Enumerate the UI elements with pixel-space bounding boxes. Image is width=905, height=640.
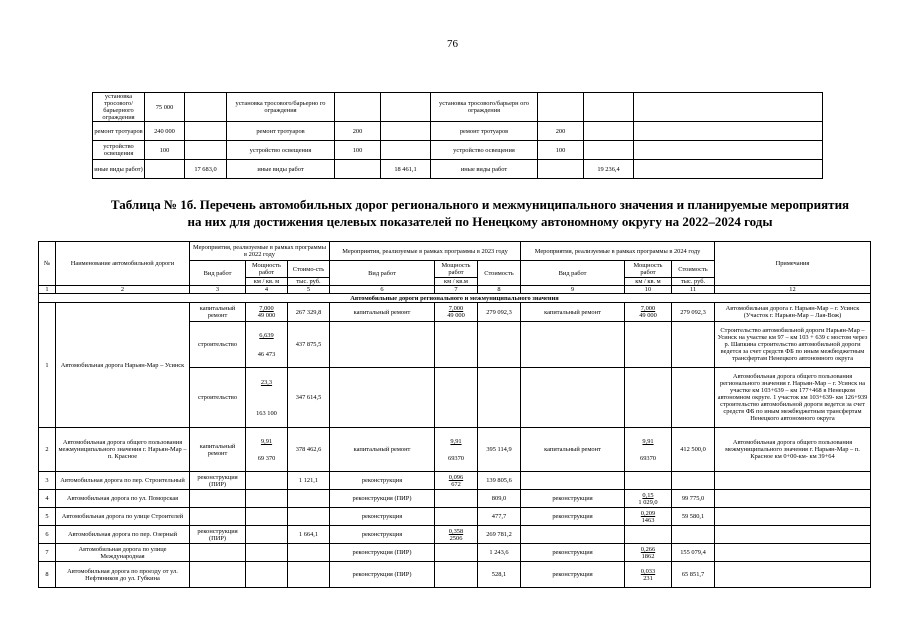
header-power-2024: Мощность работ (625, 261, 672, 278)
road-cost-2022 (288, 508, 330, 526)
road-work-2023: реконструкция (330, 526, 435, 544)
road-power-2022 (246, 526, 288, 544)
top-cell (185, 141, 227, 160)
top-cell: 19 236,4 (584, 160, 634, 179)
road-power-2022 (246, 472, 288, 490)
unit-rub-2024: тыс. руб. (672, 278, 715, 286)
road-cost-2024: 65 851,7 (672, 562, 715, 588)
top-cell (584, 122, 634, 141)
column-number: 10 (625, 286, 672, 294)
road-row (39, 508, 871, 526)
road-work-2022: реконструкция (ПИР) (190, 526, 246, 544)
road-cost-2023: 139 805,6 (478, 472, 521, 490)
road-cost-2024: 59 580,1 (672, 508, 715, 526)
header-road: Наименование автомобильной дороги (56, 242, 190, 286)
top-cell-empty (634, 160, 823, 179)
road-work-2023: реконструкция (ПИР) (330, 490, 435, 508)
section-header: Автомобильные дороги регионального и межмуниципального значения (39, 294, 871, 303)
road-power-2024: 0,266 1862 (625, 544, 672, 562)
road-num: 6 (39, 526, 56, 544)
road-num: 4 (39, 490, 56, 508)
road-cost-2022 (288, 490, 330, 508)
title-line-2: на них для достижения целевых показателей по Ненецкому автономному округу на 2022–2024 годы (187, 214, 773, 229)
road-cost-2022: 1 664,1 (288, 526, 330, 544)
road2-cost-2022: 378 462,6 (288, 428, 330, 472)
header-2024: Мероприятия, реализуемые в рамках программы в 2024 году (521, 242, 715, 261)
top-cell: устройство освещения (227, 141, 335, 160)
road1-cost-2022-c: 347 614,5 (288, 368, 330, 428)
header-2023: Мероприятия, реализуемые в рамках программы в 2023 году (330, 242, 521, 261)
header-work-2023: Вид работ (330, 261, 435, 286)
column-number: 9 (521, 286, 625, 294)
column-number: 6 (330, 286, 435, 294)
road-power-2022 (246, 544, 288, 562)
road-work-2024 (521, 526, 625, 544)
road-power-2024 (625, 472, 672, 490)
road2-power-2023: 9,91 69370 (435, 428, 478, 472)
road1-work-2022: капитальный ремонт (190, 303, 246, 322)
top-cell (185, 122, 227, 141)
top-row (93, 122, 823, 141)
top-cell: иные виды работ (227, 160, 335, 179)
unit-rub-2022: тыс. руб. (288, 278, 330, 286)
road-note (715, 508, 871, 526)
table-title (40, 196, 905, 230)
top-cell-empty (634, 141, 823, 160)
top-cell: 100 (145, 141, 185, 160)
road-cost-2024: 99 775,0 (672, 490, 715, 508)
roads-table (38, 241, 871, 588)
column-number: 12 (715, 286, 871, 294)
road1-note-3: Автомобильная дорога общего пользования регионального значения г. Нарьян-Мар – г. Усинск на участке км 103+639 – км 177+468 в Ненецком автономном округе. 1 участок км 103+639- км 126+939 строительство автомобильной дороги ведется за счет средств ФБ по иным межбюджетным трансфертам Ненецкого автономного округа (715, 368, 871, 428)
road-note (715, 544, 871, 562)
road-power-2022 (246, 508, 288, 526)
column-number: 5 (288, 286, 330, 294)
road-power-2022 (246, 562, 288, 588)
road-cost-2024 (672, 526, 715, 544)
header-work-2022: Вид работ (190, 261, 246, 286)
road-work-2023: реконструкция (330, 472, 435, 490)
road-row (39, 562, 871, 588)
road1-cost-2024: 279 092,3 (672, 303, 715, 322)
road-work-2023: реконструкция (330, 508, 435, 526)
top-cell (145, 160, 185, 179)
road-cost-2024 (672, 472, 715, 490)
road-cost-2023: 1 243,6 (478, 544, 521, 562)
road-num: 8 (39, 562, 56, 588)
road1-power-2022-c: 23,3 163 100 (246, 368, 288, 428)
top-cell: иные виды работ) (93, 160, 145, 179)
road-row (39, 544, 871, 562)
road1-power-2023: 7,000 49 000 (435, 303, 478, 322)
unit-km-2024: км / кв. м (625, 278, 672, 286)
road1-work-2023: капитальный ремонт (330, 303, 435, 322)
top-cell (381, 122, 431, 141)
top-cell: иные виды работ (431, 160, 538, 179)
top-row (93, 160, 823, 179)
road1-power-2022-b: 6,639 46 473 (246, 322, 288, 368)
top-cell: устройство освещения (93, 141, 145, 160)
road2-work-2022: капитальный ремонт (190, 428, 246, 472)
top-cell (335, 160, 381, 179)
road1-work-2022-c: строительство (190, 368, 246, 428)
road-cost-2023: 809,0 (478, 490, 521, 508)
road-power-2024: 0,209 1463 (625, 508, 672, 526)
road1-cost-2023: 279 092,3 (478, 303, 521, 322)
road-power-2023 (435, 508, 478, 526)
top-cell (584, 141, 634, 160)
top-cell: 75 000 (145, 93, 185, 122)
road-num: 5 (39, 508, 56, 526)
road-num: 7 (39, 544, 56, 562)
column-number: 1 (39, 286, 56, 294)
column-number: 8 (478, 286, 521, 294)
top-cell: установка тросового/барьерн ого ограждения (431, 93, 538, 122)
top-cell: 200 (335, 122, 381, 141)
column-number: 3 (190, 286, 246, 294)
road1-work-2022-b: строительство (190, 322, 246, 368)
road1-cost-2022: 267 329,8 (288, 303, 330, 322)
road-cost-2023: 528,1 (478, 562, 521, 588)
top-cell (381, 141, 431, 160)
top-cell (381, 93, 431, 122)
column-numbers-row (39, 286, 871, 294)
road-power-2023 (435, 490, 478, 508)
road-power-2024: 0,033 231 (625, 562, 672, 588)
road-num: 3 (39, 472, 56, 490)
road-note (715, 562, 871, 588)
top-cell (335, 93, 381, 122)
top-cell: установка тросового/барьерно го ограждения (227, 93, 335, 122)
unit-km-2023: км / кв.м (435, 278, 478, 286)
road-work-2024: реконструкция (521, 544, 625, 562)
road-name: Автомобильная дорога по улице Международная (56, 544, 190, 562)
road-power-2024 (625, 526, 672, 544)
header-cost-2022: Стоимо-сть (288, 261, 330, 278)
top-cell (584, 93, 634, 122)
top-cell (185, 93, 227, 122)
header-cost-2023: Стоимость (478, 261, 521, 286)
road-work-2022 (190, 562, 246, 588)
road-work-2022 (190, 490, 246, 508)
road-note (715, 526, 871, 544)
road1-power-2022: 7,000 49 000 (246, 303, 288, 322)
road-name: Автомобильная дорога по улице Строителей (56, 508, 190, 526)
column-number: 2 (56, 286, 190, 294)
continuation-table (92, 92, 823, 179)
top-cell: 18 461,1 (381, 160, 431, 179)
road1-note-1: Автомобильная дорога г. Нарьян-Мар – г. Усинск (Участок г. Нарьян-Мар – Лая-Вож) (715, 303, 871, 322)
column-number: 7 (435, 286, 478, 294)
title-line-1: Таблица № 1б. Перечень автомобильных дорог регионального и межмуниципального значения и планируемые мероприятия (110, 197, 850, 212)
road-work-2023: реконструкция (ПИР) (330, 544, 435, 562)
road2-name: Автомобильная дорога общего пользования межмуниципального значения г. Нарьян-Мар – п. Красное (56, 428, 190, 472)
top-row (93, 141, 823, 160)
road-row (39, 472, 871, 490)
top-cell (538, 160, 584, 179)
top-cell: ремонт тротуаров (431, 122, 538, 141)
header-power-2022: Мощность работ (246, 261, 288, 278)
header-work-2024: Вид работ (521, 261, 625, 286)
header-num: № (39, 242, 56, 286)
road-cost-2023: 477,7 (478, 508, 521, 526)
road-cost-2023: 269 781,2 (478, 526, 521, 544)
road1-work-2024: капитальный ремонт (521, 303, 625, 322)
header-power-2023: Мощность работ (435, 261, 478, 278)
top-cell: 240 000 (145, 122, 185, 141)
road1-num: 1 (39, 303, 56, 428)
top-cell: устройство освещения (431, 141, 538, 160)
road-power-2024: 0,15 1 029,0 (625, 490, 672, 508)
header-notes: Примечания (715, 242, 871, 286)
road-name: Автомобильная дорога по пер. Строительный (56, 472, 190, 490)
road-power-2022 (246, 490, 288, 508)
road2-cost-2023: 395 114,9 (478, 428, 521, 472)
top-cell-empty (634, 122, 823, 141)
top-cell: ремонт тротуаров (93, 122, 145, 141)
top-cell: 100 (335, 141, 381, 160)
road-note (715, 472, 871, 490)
road2-num: 2 (39, 428, 56, 472)
column-number: 4 (246, 286, 288, 294)
road-power-2023 (435, 544, 478, 562)
column-number: 11 (672, 286, 715, 294)
road1-name: Автомобильная дорога Нарьян-Мар – Усинск (56, 303, 190, 428)
road-power-2023: 0,358 2506 (435, 526, 478, 544)
road-work-2022: реконструкция (ПИР) (190, 472, 246, 490)
top-cell: ремонт тротуаров (227, 122, 335, 141)
road2-work-2024: капитальный ремонт (521, 428, 625, 472)
road-cost-2022 (288, 544, 330, 562)
road-work-2024 (521, 472, 625, 490)
road-work-2024: реконструкция (521, 508, 625, 526)
road-note (715, 490, 871, 508)
road-work-2024: реконструкция (521, 490, 625, 508)
road-name: Автомобильная дорога по ул. Поморская (56, 490, 190, 508)
top-cell: 200 (538, 122, 584, 141)
top-cell (538, 93, 584, 122)
road2-work-2023: капитальный ремонт (330, 428, 435, 472)
header-2022: Мероприятия, реализуемые в рамках программы в 2022 году (190, 242, 330, 261)
top-cell: 17 683,0 (185, 160, 227, 179)
road-row (39, 526, 871, 544)
top-row (93, 93, 823, 122)
road1-power-2024: 7,000 49 000 (625, 303, 672, 322)
road-work-2022 (190, 508, 246, 526)
road-cost-2022 (288, 562, 330, 588)
top-cell: 100 (538, 141, 584, 160)
road-cost-2024: 155 079,4 (672, 544, 715, 562)
road-power-2023: 0,096 672 (435, 472, 478, 490)
road-cost-2022: 1 121,1 (288, 472, 330, 490)
road-work-2023: реконструкция (ПИР) (330, 562, 435, 588)
top-cell-empty (634, 93, 823, 122)
top-cell: установка тросового/ барьерного ограждения (93, 93, 145, 122)
road1-note-2: Строительство автомобильной дороги Нарьян-Мар – Усинск на участке км 97 – км 103 + 639 с мостом через р. Шапкина строительство автомобильной дороги ведется за счет средств ФБ по иным межбюджетным трансфертам Ненецкого автономного округа (715, 322, 871, 368)
road2-note: Автомобильная дорога общего пользования межмуниципального значения г. Нарьян-Мар – п. Красное км 0+00-км- км 39+64 (715, 428, 871, 472)
road-power-2023 (435, 562, 478, 588)
road-name: Автомобильная дорога по пер. Озерный (56, 526, 190, 544)
road-row (39, 490, 871, 508)
road1-cost-2022-b: 437 875,5 (288, 322, 330, 368)
road-work-2022 (190, 544, 246, 562)
unit-km-2022: км / кв. м (246, 278, 288, 286)
road-work-2024: реконструкция (521, 562, 625, 588)
road-name: Автомобильная дорога по проезду от ул. Нефтяников до ул. Губкина (56, 562, 190, 588)
road2-cost-2024: 412 500,0 (672, 428, 715, 472)
page-number: 76 (447, 38, 458, 50)
road2-power-2022: 9,91 69 370 (246, 428, 288, 472)
header-cost-2024: Стоимость (672, 261, 715, 278)
road2-power-2024: 9,91 69370 (625, 428, 672, 472)
